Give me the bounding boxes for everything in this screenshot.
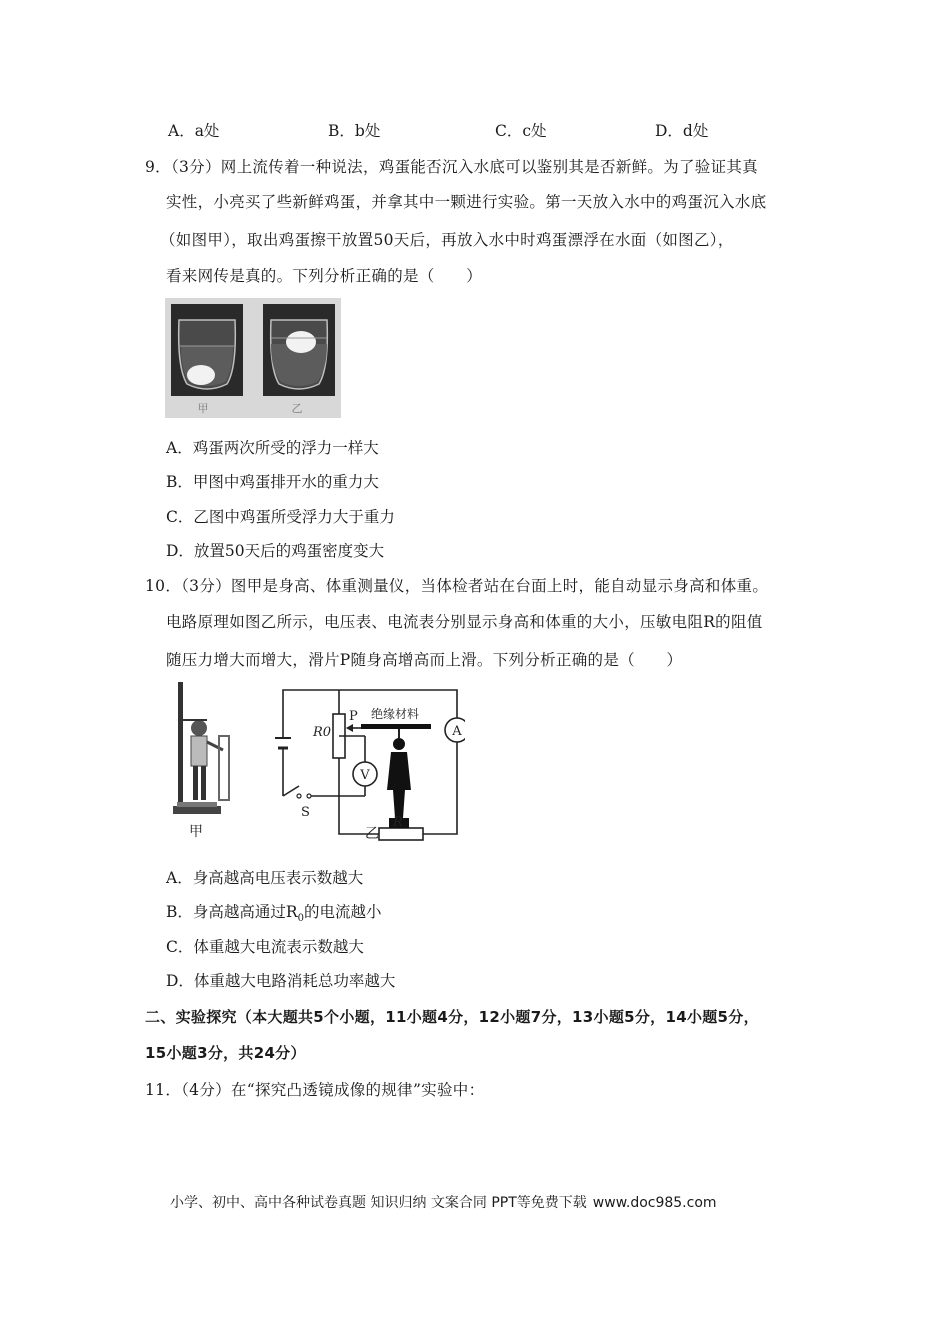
q10-option-b xyxy=(166,900,381,924)
label-switch: S xyxy=(301,805,310,820)
q10-option-d: D．体重越大电路消耗总功率越大 xyxy=(166,972,396,990)
label-insulation: 绝缘材料 xyxy=(371,707,420,721)
figure-label-yi: 乙 xyxy=(291,402,303,415)
q9-stem-line-2: 实性，小亮买了些新鲜鸡蛋，并拿其中一颗进行实验。第一天放入水中的鸡蛋沉入水底 xyxy=(166,193,767,211)
voltmeter-symbol: V xyxy=(360,768,370,783)
egg-experiment-figure xyxy=(165,298,341,418)
q10-option-b-prefix: B．身高越高通过R xyxy=(166,903,298,921)
measuring-instrument-illustration xyxy=(173,682,229,840)
q10-option-b-suffix: 的电流越小 xyxy=(303,903,382,921)
figure-label-yi-10: 乙 xyxy=(365,826,379,842)
q9-option-d: D．放置50天后的鸡蛋密度变大 xyxy=(166,542,385,560)
q9-option-a: A．鸡蛋两次所受的浮力一样大 xyxy=(166,439,379,457)
footer-url[interactable]: www.doc985.com xyxy=(592,1195,717,1211)
label-r: R xyxy=(393,815,403,830)
q10-stem-line-1: 10．（3分）图甲是身高、体重测量仪，当体检者站在台面上时，能自动显示身高和体重。 xyxy=(145,577,769,595)
q8-option-a: A．a处 xyxy=(168,122,220,140)
section2-heading-line-2: 15小题3分，共24分） xyxy=(145,1044,306,1062)
q11-stem: 11．（4分）在“探究凸透镜成像的规律”实验中： xyxy=(145,1081,485,1099)
figure-label-jia-10: 甲 xyxy=(189,824,203,840)
q9-option-c: C．乙图中鸡蛋所受浮力大于重力 xyxy=(166,508,395,526)
figure-label-jia: 甲 xyxy=(197,402,209,415)
q8-option-d: D．d处 xyxy=(655,122,709,140)
q10-option-a: A．身高越高电压表示数越大 xyxy=(166,869,364,887)
q10-stem-line-2: 电路原理如图乙所示，电压表、电流表分别显示身高和体重的大小，压敏电阻R的阻值 xyxy=(166,613,763,631)
q10-option-c: C．体重越大电流表示数越大 xyxy=(166,938,364,956)
q9-stem-line-4: 看来网传是真的。下列分析正确的是（ ） xyxy=(166,267,483,285)
q10-option-b-sub: 0 xyxy=(297,913,304,925)
height-weight-circuit-figure xyxy=(165,678,465,846)
footer-text: 小学、初中、高中各种试卷真题 知识归纳 文案合同 PPT等免费下载 xyxy=(170,1195,587,1211)
label-r0: R0 xyxy=(313,725,332,740)
page-footer xyxy=(170,1192,717,1212)
ammeter-symbol: A xyxy=(452,724,462,739)
q9-stem-line-3: （如图甲），取出鸡蛋擦干放置50天后，再放入水中时鸡蛋漂浮在水面（如图乙）， xyxy=(160,231,734,249)
q8-option-b: B．b处 xyxy=(328,122,381,140)
section2-heading-line-1: 二、实验探究（本大题共5个小题，11小题4分，12小题7分，13小题5分，14小题5分， xyxy=(145,1008,759,1026)
q9-option-b: B．甲图中鸡蛋排开水的重力大 xyxy=(166,473,379,491)
label-p: P xyxy=(349,709,358,724)
q8-option-c: C．c处 xyxy=(495,122,547,140)
q9-stem-line-1: 9．（3分）网上流传着一种说法，鸡蛋能否沉入水底可以鉴别其是否新鲜。为了验证其真 xyxy=(145,158,758,176)
q10-stem-line-3: 随压力增大而增大，滑片P随身高增高而上滑。下列分析正确的是（ ） xyxy=(166,651,683,669)
